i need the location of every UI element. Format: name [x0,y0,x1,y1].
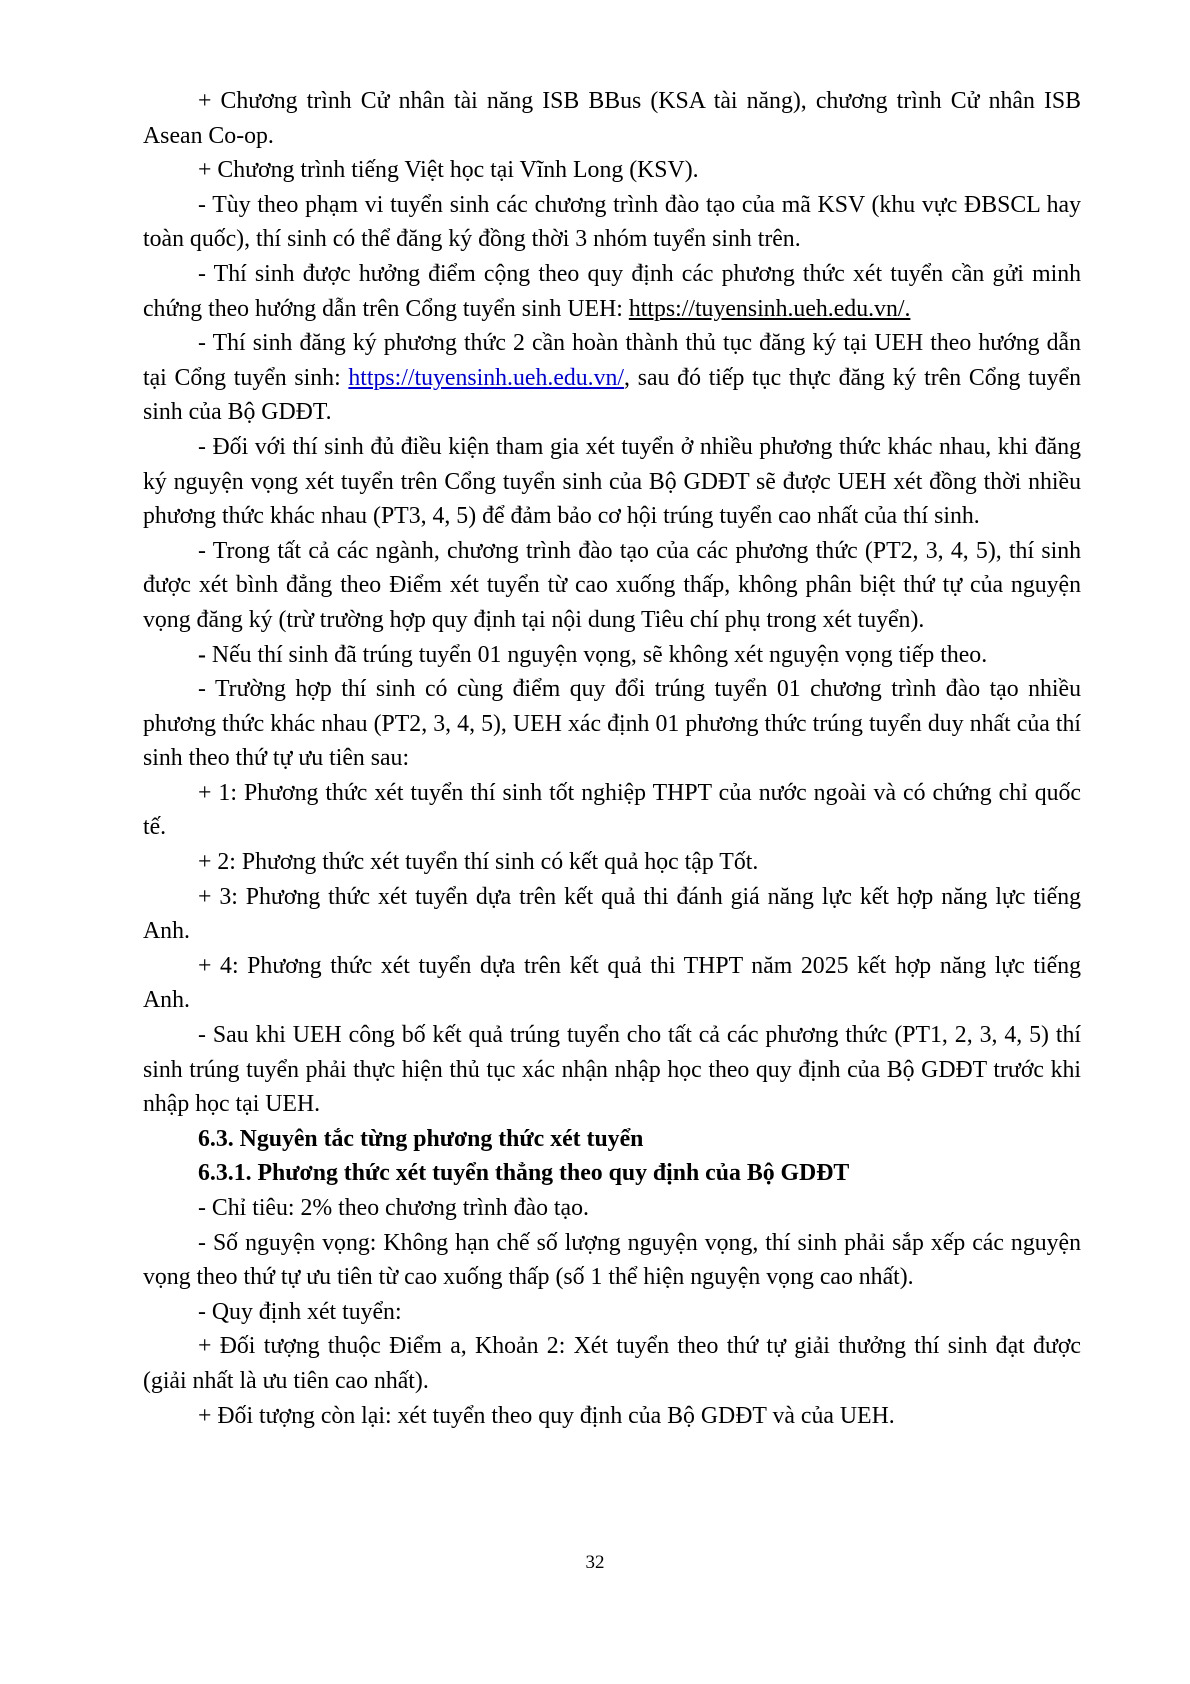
paragraph-2: + Chương trình tiếng Việt học tại Vĩnh Long (KSV). [198,157,699,184]
paragraph-1: + Chương trình Cử nhân tài năng ISB BBus (KSA tài năng), chương trình Cử nhân ISB Asean Co-op. [143,88,1081,149]
admissions-portal-link[interactable]: https://tuyensinh.ueh.edu.vn/. [628,295,911,322]
section-heading-6-3: 6.3. Nguyên tắc từng phương thức xét tuyển [198,1125,644,1152]
priority-item-4: + 4: Phương thức xét tuyển dựa trên kết quả thi THPT năm 2025 kết hợp năng lực tiếng Anh. [143,952,1081,1014]
paragraph-14: - Sau khi UEH công bố kết quả trúng tuyển cho tất cả các phương thức (PT1, 2, 3, 4, 5) thí sinh trúng tuyển phải thực hiện thủ tục xác nhận nhập học theo quy định của Bộ GDĐT trước khi nhập học tại UEH. [143,1022,1081,1118]
admissions-portal-link-2[interactable]: https://tuyensinh.ueh.edu.vn/ [348,364,625,391]
priority-item-2: + 2: Phương thức xét tuyển thí sinh có kết quả học tập Tốt. [198,849,759,876]
document-page [143,84,1081,1433]
paragraph-8-text: Nếu thí sinh đã trúng tuyển 01 nguyện vọng, sẽ không xét nguyện vọng tiếp theo. [205,641,988,668]
paragraph-4-text: - Thí sinh được hưởng điểm cộng theo quy định các phương thức xét tuyển cần gửi minh chứng theo hướng dẫn trên Cổng tuyển sinh UEH: [143,260,1081,322]
paragraph-quota: - Chỉ tiêu: 2% theo chương trình đào tạo. [198,1195,589,1221]
page-number: 32 [585,1552,605,1573]
paragraph-4 [143,257,1081,326]
paragraph-5 [143,326,1081,430]
paragraph-3: - Tùy theo phạm vi tuyển sinh các chương trình đào tạo của mã KSV (khu vực ĐBSCL hay toàn quốc), thí sinh có thể đăng ký đồng thời 3 nhóm tuyển sinh trên. [143,191,1081,253]
paragraph-5-after: , sau đó tiếp tục thực đăng ký trên Cổng tuyển sinh của Bộ GDĐT. [143,364,1081,426]
paragraph-8-dash: - [198,641,206,668]
paragraph-9: - Trường hợp thí sinh có cùng điểm quy đổi trúng tuyển 01 chương trình đào tạo nhiều phương thức khác nhau (PT2, 3, 4, 5), UEH xác định 01 phương thức trúng tuyển duy nhất của thí sinh theo thứ tự ưu tiên sau: [143,676,1081,772]
section-heading-6-3-1: 6.3.1. Phương thức xét tuyển thẳng theo quy định của Bộ GDĐT [198,1160,850,1187]
paragraph-rule-other: + Đối tượng còn lại: xét tuyển theo quy định của Bộ GDĐT và của UEH. [198,1402,895,1429]
priority-item-3: + 3: Phương thức xét tuyển dựa trên kết quả thi đánh giá năng lực kết hợp năng lực tiếng Anh. [143,883,1081,945]
paragraph-6: - Đối với thí sinh đủ điều kiện tham gia xét tuyển ở nhiều phương thức khác nhau, khi đăng ký nguyện vọng xét tuyển trên Cổng tuyển sinh của Bộ GDĐT sẽ được UEH xét đồng thời nhiều phương thức khác nhau (PT3, 4, 5) để đảm bảo cơ hội trúng tuyển cao nhất của thí sinh. [143,433,1081,530]
priority-item-1: + 1: Phương thức xét tuyển thí sinh tốt nghiệp THPT của nước ngoài và có chứng chỉ quốc tế. [143,779,1081,841]
paragraph-rule-a: + Đối tượng thuộc Điểm a, Khoản 2: Xét tuyển theo thứ tự giải thưởng thí sinh đạt được (giải nhất là ưu tiên cao nhất). [143,1333,1081,1394]
paragraph-5-text: - Thí sinh đăng ký phương thức 2 cần hoàn thành thủ tục đăng ký tại UEH theo hướng dẫn tại Cổng tuyển sinh: [143,330,1081,391]
paragraph-wishes: - Số nguyện vọng: Không hạn chế số lượng nguyện vọng, thí sinh phải sắp xếp các nguyện vọng theo thứ tự ưu tiên từ cao xuống thấp (số 1 thể hiện nguyện vọng cao nhất). [143,1229,1081,1291]
paragraph-8 [143,638,1081,673]
paragraph-rules: - Quy định xét tuyển: [198,1298,402,1325]
paragraph-7: - Trong tất cả các ngành, chương trình đào tạo của các phương thức (PT2, 3, 4, 5), thí sinh được xét bình đẳng theo Điểm xét tuyển từ cao xuống thấp, không phân biệt thứ tự của nguyện vọng đăng ký (trừ trường hợp quy định tại nội dung Tiêu chí phụ trong xét tuyển). [143,537,1081,633]
